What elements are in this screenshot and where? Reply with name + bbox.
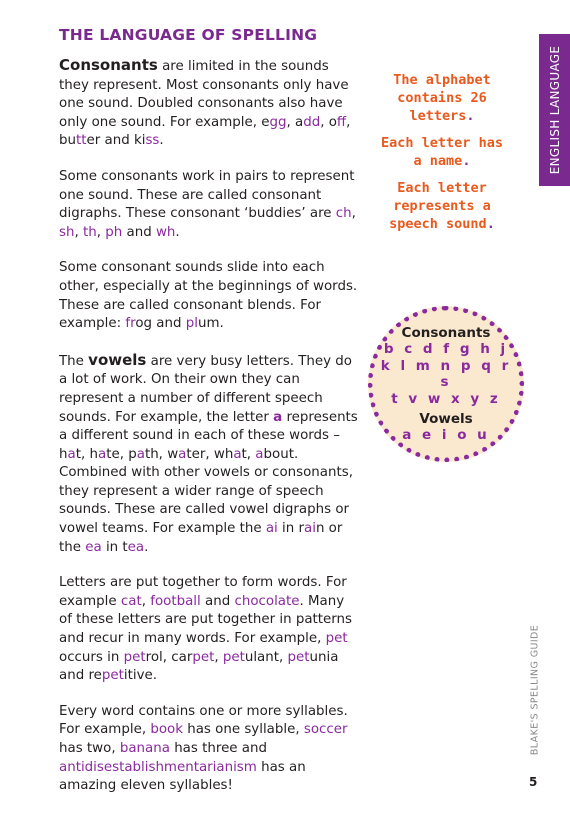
paragraph-digraphs: Some consonants work in pairs to represent one sound. These are called consonant digraphs. These consonant ‘buddies’ are ch, sh, th, ph and wh. — [59, 168, 356, 240]
page-title: THE LANGUAGE OF SPELLING — [59, 26, 318, 44]
consonants-row: b c d f g h j — [383, 341, 509, 357]
alphabet-facts — [376, 71, 508, 242]
section-tab-label: ENGLISH LANGUAGE — [547, 45, 562, 175]
running-footer — [528, 624, 542, 756]
book-title: BLAKE'S SPELLING GUIDE — [529, 624, 541, 756]
paragraph-syllables: Every word contains one or more syllables. For example, book has one syllable, soccer has two, banana has three and antidisestablishmentarianism has an amazing eleven syllables! — [59, 703, 348, 794]
paragraph-vowels: The vowels are very busy letters. They do a lot of work. On their own they can represent a number of different speech sounds. For example, the letter a represents a different sound in each of these words – hat, hate, path, water, what, about. Combined with other vowels or consonants, they represent a wider range of speech sounds. These are called vowel digraphs or vowel teams. For example the ai in rain or the ea in tea. — [59, 350, 358, 555]
consonants-heading: Consonants — [401, 325, 491, 341]
consonants-row: t v w x y z — [391, 390, 501, 407]
section-tab — [539, 34, 570, 186]
page-number: 5 — [529, 775, 538, 789]
fact-speech-sound: Each letter represents a speech sound. — [389, 180, 495, 232]
fact-letter-name: Each letter has a name. — [381, 135, 503, 169]
vowels-row: a e i o u — [402, 427, 490, 443]
term-consonants: Consonants — [59, 56, 158, 74]
consonants-row: k l m n p q r s — [380, 357, 512, 390]
vowels-heading: Vowels — [419, 411, 473, 427]
letters-circle — [368, 306, 524, 462]
term-vowels: vowels — [88, 350, 147, 369]
paragraph-blends: Some consonant sounds slide into each other, especially at the beginnings of words. These are called consonant blends. For example: frog and plum. — [59, 260, 358, 332]
main-text — [59, 56, 359, 813]
fact-26-letters: The alphabet contains 26 letters. — [393, 72, 491, 124]
paragraph-consonants: Consonants are limited in the sounds they represent. Most consonants only have one sound. Doubled consonants also have only one sound. For example, egg, add, off, butter and kiss. — [59, 56, 351, 149]
paragraph-words: Letters are put together to form words. For example cat, football and chocolate. Many of these letters are put together in patterns and recur in many words. For example, pet occurs in petrol, carpet, petulant, petunia and repetitive. — [59, 575, 353, 684]
